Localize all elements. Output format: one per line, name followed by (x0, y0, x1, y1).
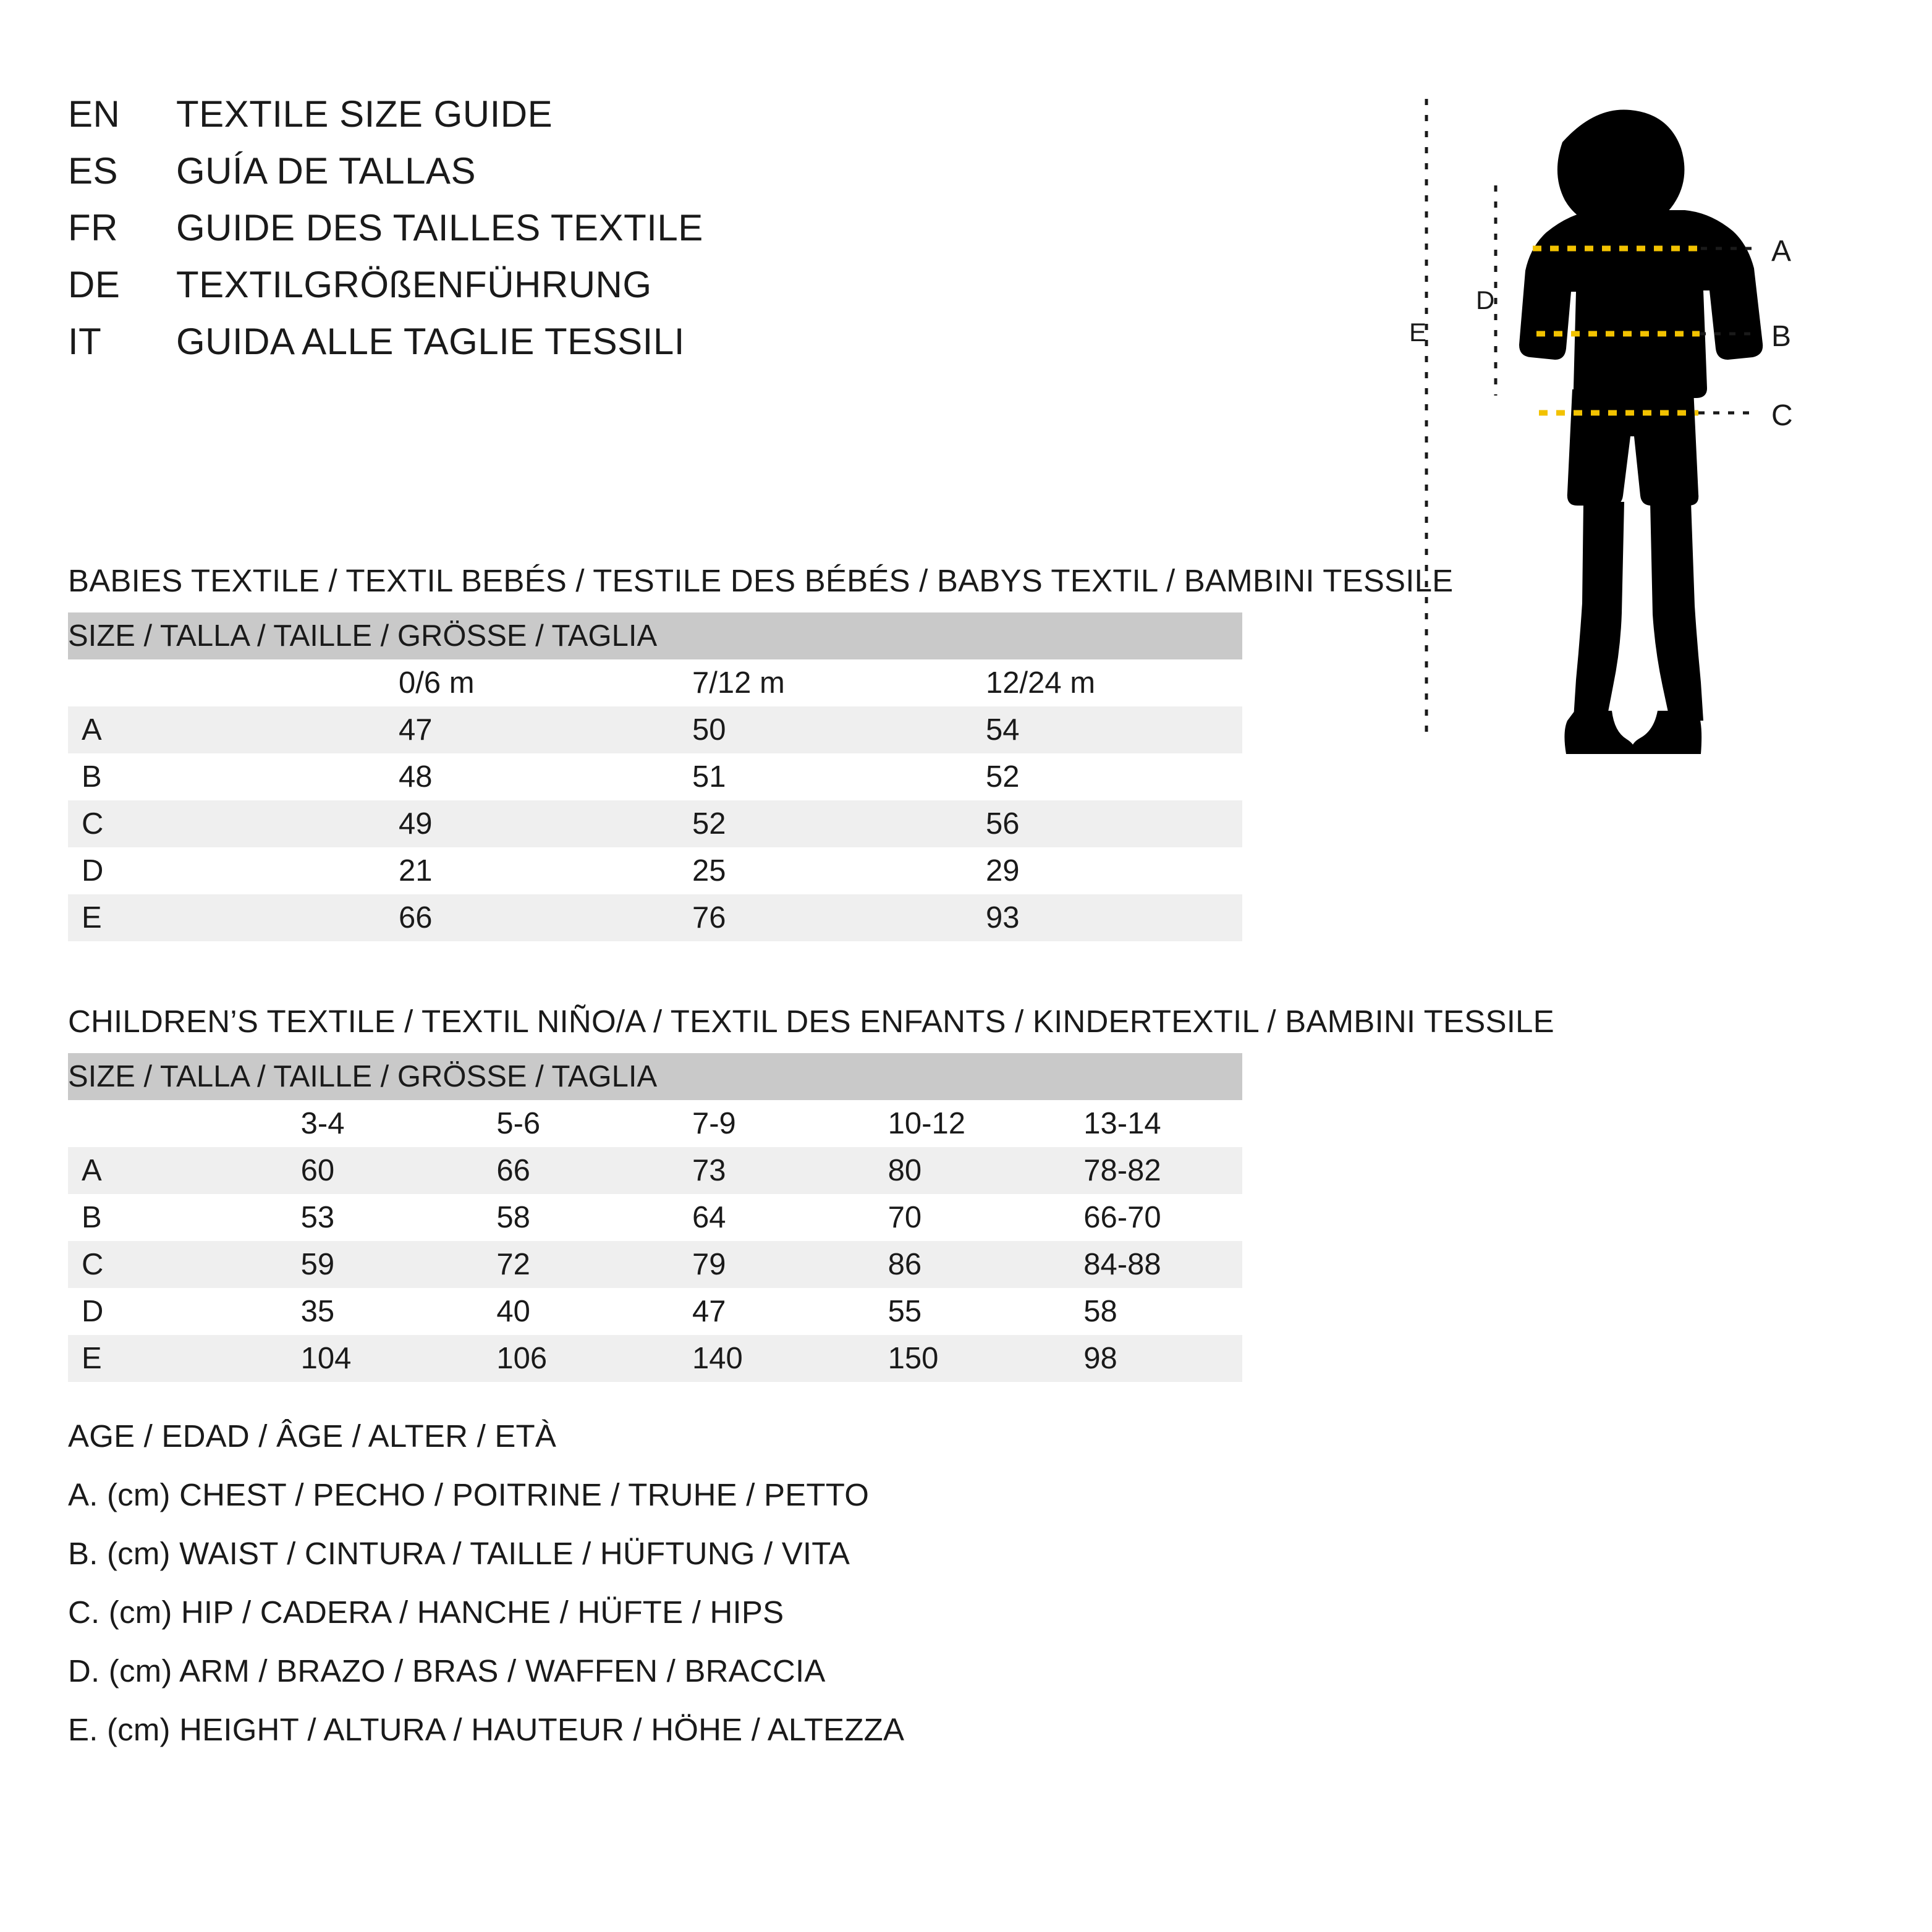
child-silhouette-icon (1409, 87, 1842, 766)
table-row (68, 753, 1242, 800)
cell-value: 52 (655, 800, 949, 847)
cell-value: 29 (949, 847, 1242, 894)
table-row (68, 1147, 1242, 1194)
cell-value: 52 (949, 753, 1242, 800)
column-header: 5-6 (459, 1100, 655, 1147)
language-title: GUÍA DE TALLAS (176, 150, 476, 192)
column-header: 7/12 m (655, 659, 949, 706)
cell-value: 150 (851, 1335, 1047, 1382)
cell-value: 55 (851, 1288, 1047, 1335)
cell-value: 49 (362, 800, 655, 847)
cell-value: 56 (949, 800, 1242, 847)
cell-value: 21 (362, 847, 655, 894)
cell-value: 72 (459, 1241, 655, 1288)
table-row (68, 800, 1242, 847)
babies-size-table (68, 612, 1242, 941)
language-title: GUIDA ALLE TAGLIE TESSILI (176, 321, 685, 362)
table-row (68, 706, 1242, 753)
cell-value: 25 (655, 847, 949, 894)
column-header: 12/24 m (949, 659, 1242, 706)
language-title: TEXTILGRÖßENFÜHRUNG (176, 264, 652, 305)
cell-value: 64 (655, 1194, 851, 1241)
cell-value: 47 (362, 706, 655, 753)
cell-value: 58 (459, 1194, 655, 1241)
children-section (68, 1003, 1858, 1382)
cell-value: 80 (851, 1147, 1047, 1194)
row-label: C (68, 800, 362, 847)
column-header: 13-14 (1046, 1100, 1242, 1147)
children-size-table (68, 1053, 1242, 1382)
marker-label-d: D (1476, 286, 1495, 315)
row-label: D (68, 1288, 264, 1335)
cell-value: 51 (655, 753, 949, 800)
legend-line-d: D. (cm) ARM / BRAZO / BRAS / WAFFEN / BRACCIA (68, 1653, 826, 1688)
cell-value: 60 (264, 1147, 460, 1194)
measurement-figure (1409, 87, 1842, 766)
cell-value: 59 (264, 1241, 460, 1288)
marker-label-e: E (1409, 318, 1427, 347)
row-label: B (68, 753, 362, 800)
legend-line-b: B. (cm) WAIST / CINTURA / TAILLE / HÜFTUNG / VITA (68, 1536, 850, 1571)
language-code: DE (68, 264, 121, 305)
cell-value: 58 (1046, 1288, 1242, 1335)
babies-section-title: BABIES TEXTILE / TEXTIL BEBÉS / TESTILE DES BÉBÉS / BABYS TEXTIL / BAMBINI TESSILE (68, 563, 1454, 598)
language-title: GUIDE DES TAILLES TEXTILE (176, 207, 703, 248)
row-label: B (68, 1194, 264, 1241)
children-section-title: CHILDREN’S TEXTILE / TEXTIL NIÑO/A / TEXTIL DES ENFANTS / KINDERTEXTIL / BAMBINI TESSILE (68, 1004, 1554, 1039)
cell-value: 84-88 (1046, 1241, 1242, 1288)
cell-value: 93 (949, 894, 1242, 941)
row-label: E (68, 1335, 264, 1382)
table-row (68, 1194, 1242, 1241)
silhouette-body (1519, 109, 1763, 754)
measurement-legend (68, 1418, 1858, 1770)
children-band-label: SIZE / TALLA / TAILLE / GRÖSSE / TAGLIA (68, 1053, 1242, 1100)
table-row (68, 894, 1242, 941)
cell-value: 140 (655, 1335, 851, 1382)
cell-value: 76 (655, 894, 949, 941)
row-label: A (68, 1147, 264, 1194)
language-code: IT (68, 321, 102, 362)
table-row (68, 1241, 1242, 1288)
cell-value: 98 (1046, 1335, 1242, 1382)
cell-value: 86 (851, 1241, 1047, 1288)
column-header: 7-9 (655, 1100, 851, 1147)
cell-value: 73 (655, 1147, 851, 1194)
column-header: 10-12 (851, 1100, 1047, 1147)
column-header: 3-4 (264, 1100, 460, 1147)
cell-value: 104 (264, 1335, 460, 1382)
marker-label-b: B (1771, 320, 1792, 353)
cell-value: 66-70 (1046, 1194, 1242, 1241)
cell-value: 50 (655, 706, 949, 753)
table-row (68, 1288, 1242, 1335)
column-header: 0/6 m (362, 659, 655, 706)
babies-band-label: SIZE / TALLA / TAILLE / GRÖSSE / TAGLIA (68, 612, 1242, 659)
language-code: FR (68, 207, 118, 248)
legend-line-a: A. (cm) CHEST / PECHO / POITRINE / TRUHE / PETTO (68, 1477, 870, 1512)
cell-value: 40 (459, 1288, 655, 1335)
column-header-blank (68, 1100, 264, 1147)
table-column-header-row (68, 659, 1242, 706)
column-header-blank (68, 659, 362, 706)
cell-value: 54 (949, 706, 1242, 753)
cell-value: 79 (655, 1241, 851, 1288)
legend-line-e: E. (cm) HEIGHT / ALTURA / HAUTEUR / HÖHE / ALTEZZA (68, 1712, 905, 1747)
cell-value: 53 (264, 1194, 460, 1241)
row-label: D (68, 847, 362, 894)
cell-value: 70 (851, 1194, 1047, 1241)
table-row (68, 1335, 1242, 1382)
language-title: TEXTILE SIZE GUIDE (176, 93, 553, 135)
cell-value: 47 (655, 1288, 851, 1335)
language-code: EN (68, 93, 121, 135)
marker-label-c: C (1771, 399, 1793, 432)
table-band-row (68, 1053, 1242, 1100)
cell-value: 106 (459, 1335, 655, 1382)
cell-value: 66 (362, 894, 655, 941)
cell-value: 48 (362, 753, 655, 800)
row-label: E (68, 894, 362, 941)
cell-value: 78-82 (1046, 1147, 1242, 1194)
table-column-header-row (68, 1100, 1242, 1147)
row-label: A (68, 706, 362, 753)
cell-value: 66 (459, 1147, 655, 1194)
cell-value: 35 (264, 1288, 460, 1335)
language-code: ES (68, 150, 119, 192)
table-band-row (68, 612, 1242, 659)
table-row (68, 847, 1242, 894)
row-label: C (68, 1241, 264, 1288)
legend-line-c: C. (cm) HIP / CADERA / HANCHE / HÜFTE / HIPS (68, 1595, 784, 1630)
legend-line-age: AGE / EDAD / ÂGE / ALTER / ETÀ (68, 1418, 557, 1454)
marker-label-a: A (1771, 235, 1792, 268)
